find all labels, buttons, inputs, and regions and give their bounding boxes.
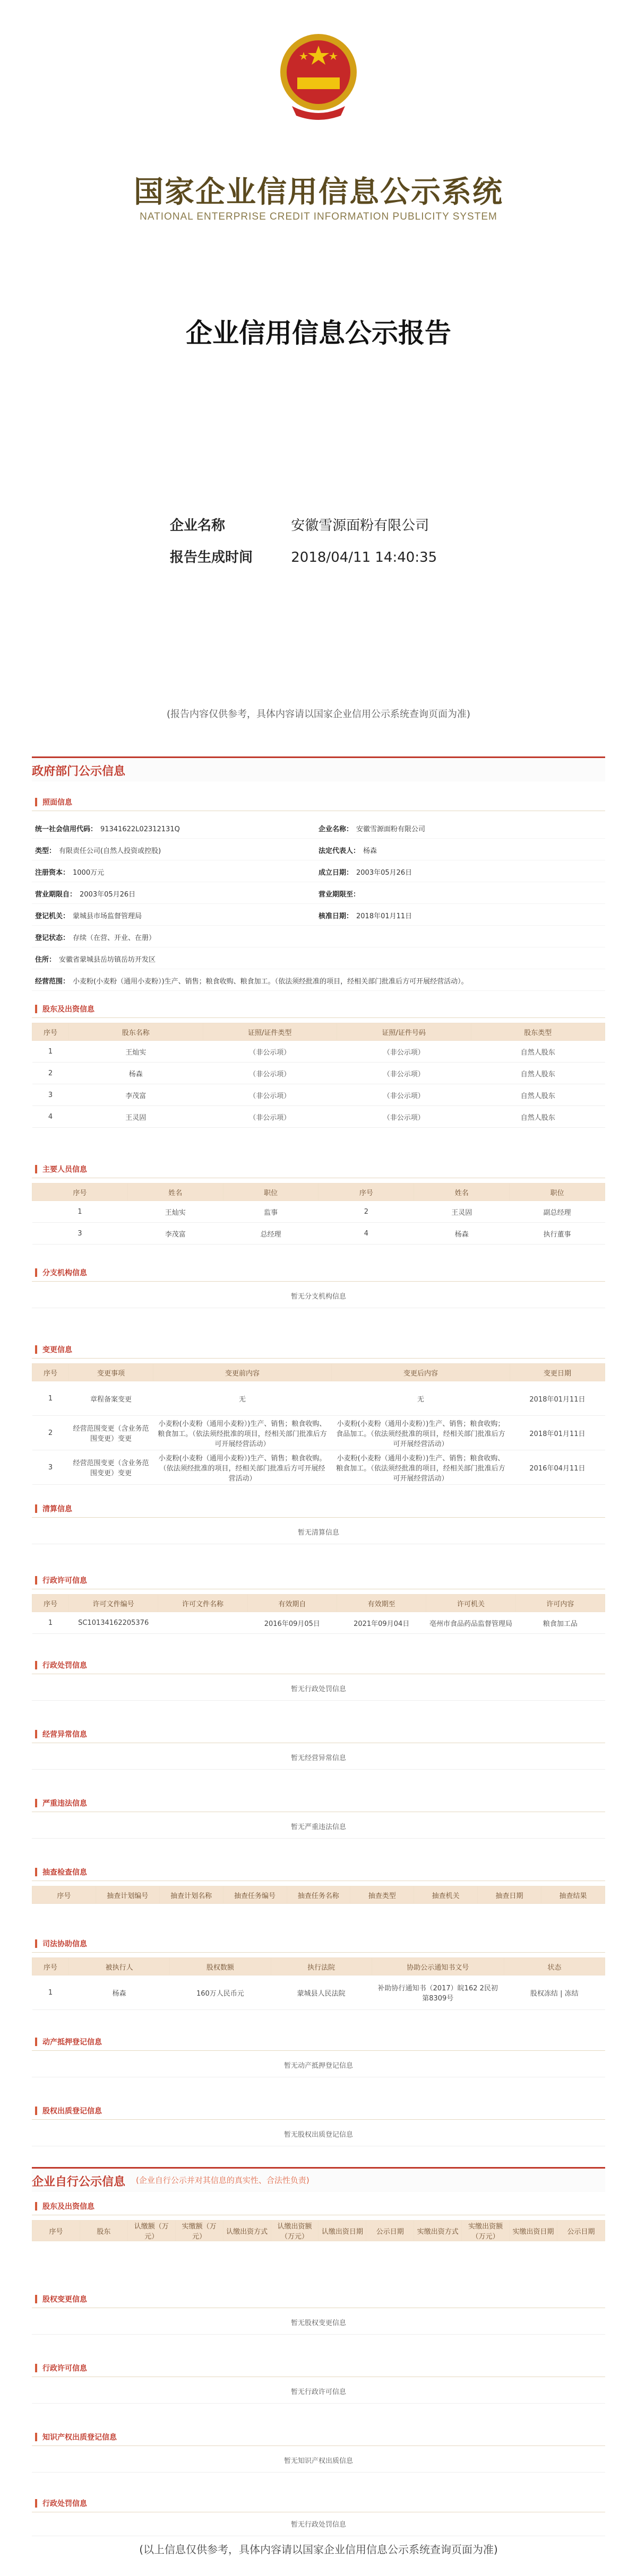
shareholders-subheader — [32, 1002, 605, 1018]
table-header-cell: 协助公示通知书文号 — [372, 1958, 504, 1975]
table-cell: （非公示项） — [337, 1106, 471, 1128]
basic-info-list — [32, 817, 605, 991]
table-header-cell: 实缴出资额（万元） — [462, 2221, 510, 2241]
table-cell: 1 — [32, 1612, 69, 1634]
table-cell: 小麦粉(小麦粉（通用小麦粉）)生产、销售；粮食收购。（依法须经批准的项目，经相关部门批准后方可开展经营活动） — [153, 1450, 332, 1485]
table-header-cell: 股东 — [80, 2221, 127, 2241]
table-header-cell: 抽查结果 — [541, 1886, 605, 1904]
field-label: 经营范围： — [35, 978, 70, 986]
table-cell: （非公示项） — [203, 1041, 337, 1063]
table-header-cell: 公示日期 — [366, 2221, 414, 2241]
field-value: 91341622L02312131Q — [100, 825, 180, 833]
table-cell: 补助协行通知书（2017）皖162 2民初第8309号 — [372, 1975, 504, 2010]
table-header-cell: 执行法院 — [271, 1958, 372, 1975]
table-header-cell: 许可文件名称 — [158, 1595, 247, 1612]
table-cell: 1 — [32, 1381, 69, 1416]
ip-empty: 暂无知识产权出质信息 — [32, 2451, 605, 2473]
self-section-note: (企业自行公示并对其信息的真实性、合法性负责) — [136, 2175, 309, 2185]
licenses-subheader — [32, 1573, 605, 1589]
table-cell: 自然人股东 — [471, 1106, 605, 1128]
table-cell: 自然人股东 — [471, 1063, 605, 1084]
table-cell: 监事 — [223, 1201, 318, 1223]
table-cell: 1 — [32, 1041, 69, 1063]
abnormal-subheader — [32, 1727, 605, 1743]
field-value: 2003年05月26日 — [356, 869, 412, 877]
field-label: 核准日期： — [318, 912, 354, 920]
self-punish-subheader — [32, 2496, 605, 2512]
self-punish-empty: 暂无行政处罚信息 — [32, 2514, 605, 2536]
table-row — [32, 1975, 605, 2010]
basic-row — [32, 882, 605, 904]
mortgage-empty: 暂无动产抵押登记信息 — [32, 2056, 605, 2077]
table-header-cell: 序号 — [32, 1183, 128, 1201]
table-cell: 2 — [32, 1063, 69, 1084]
abnormal-title: 经营异常信息 — [42, 1730, 87, 1739]
shareholders-title: 股东及出资信息 — [42, 1005, 94, 1014]
field — [318, 867, 412, 877]
table-row — [32, 1106, 605, 1128]
field-value: 安徽省蒙城县岳坊镇岳坊开发区 — [59, 956, 156, 964]
field-label: 法定代表人： — [318, 847, 360, 855]
personnel-subheader — [32, 1162, 605, 1178]
field — [318, 845, 377, 855]
inspections-table — [32, 1886, 605, 1904]
basic-info-subheader — [32, 795, 605, 811]
table-cell: 杨森 — [414, 1223, 510, 1245]
field — [35, 889, 135, 899]
table-cell: 3 — [32, 1223, 128, 1245]
branches-title: 分支机构信息 — [42, 1269, 87, 1277]
basic-info-title: 照面信息 — [42, 798, 72, 807]
report-time-row — [170, 546, 437, 566]
field-value: 2003年05月26日 — [80, 891, 136, 899]
self-punish-title: 行政处罚信息 — [42, 2500, 87, 2508]
table-header-cell: 序号 — [32, 2221, 80, 2241]
table-header-cell: 有效期至 — [337, 1595, 426, 1612]
field-value: 杨森 — [363, 847, 377, 855]
table-cell: 小麦粉(小麦粉（通用小麦粉）)生产、销售；粮食收购、粮食加工。（依法须经批准的项目，经相关部门批准后方可开展经营活动） — [153, 1416, 332, 1450]
table-header-row — [32, 2221, 605, 2241]
table-header-row — [32, 1958, 605, 1975]
branches-subheader — [32, 1265, 605, 1282]
table-cell: 2016年09月05日 — [247, 1612, 337, 1634]
table-cell: 2 — [32, 1416, 69, 1450]
licenses-table — [32, 1594, 605, 1634]
table-cell: 经营范围变更（含业务范围变更）变更 — [69, 1450, 153, 1485]
table-cell: 1 — [32, 1201, 128, 1223]
basic-row — [32, 839, 605, 860]
shareholders-table — [32, 1023, 605, 1128]
inspections-title: 抽查检查信息 — [42, 1868, 87, 1877]
system-subtitle: NATIONAL ENTERPRISE CREDIT INFORMATION PUBLICITY SYSTEM — [140, 211, 497, 222]
table-row — [32, 1084, 605, 1106]
table-cell: （非公示项） — [203, 1084, 337, 1106]
table-header-cell: 股权数额 — [170, 1958, 271, 1975]
table-cell: 小麦粉(小麦粉（通用小麦粉）)生产、销售；粮食收购；食品加工。（依法须经批准的项目，经相关部门批准后方可开展经营活动） — [332, 1416, 510, 1450]
table-row — [32, 1201, 605, 1223]
capital-title: 股东及出资信息 — [42, 2203, 94, 2211]
table-cell: 2018年01月11日 — [510, 1381, 605, 1416]
field-label: 登记机关： — [35, 912, 70, 920]
liquidation-title: 清算信息 — [42, 1505, 72, 1513]
table-cell: 经营范围变更（含业务范围变更）变更 — [69, 1416, 153, 1450]
ip-title: 知识产权出质登记信息 — [42, 2433, 117, 2442]
equity-change-empty: 暂无股权变更信息 — [32, 2313, 605, 2335]
changes-table — [32, 1363, 605, 1485]
field-value: 1000万元 — [73, 869, 105, 877]
basic-row — [32, 904, 605, 926]
table-header-cell: 序号 — [318, 1183, 414, 1201]
gov-section-header — [32, 756, 605, 781]
table-header-cell: 变更日期 — [510, 1364, 605, 1381]
table-cell: 4 — [32, 1106, 69, 1128]
field — [318, 910, 412, 920]
self-section-header — [32, 2167, 605, 2192]
table-cell: SC10134162205376 — [69, 1612, 158, 1634]
table-header-cell: 序号 — [32, 1595, 69, 1612]
table-header-cell: 认缴出资日期 — [318, 2221, 366, 2241]
national-emblem-icon — [271, 27, 366, 122]
equity-change-title: 股权变更信息 — [42, 2295, 87, 2304]
mortgage-title: 动产抵押登记信息 — [42, 2038, 102, 2047]
table-cell: 2016年04月11日 — [510, 1450, 605, 1485]
table-header-cell: 许可内容 — [515, 1595, 605, 1612]
illegal-subheader — [32, 1796, 605, 1812]
table-cell: （非公示项） — [337, 1063, 471, 1084]
table-header-cell: 股东名称 — [69, 1023, 203, 1041]
table-cell: 杨森 — [69, 1975, 170, 2010]
table-header-cell: 证照/证件号码 — [337, 1023, 471, 1041]
table-cell: 王灵固 — [414, 1201, 510, 1223]
table-header-cell: 抽查计划名称 — [159, 1886, 223, 1904]
company-name-label: 企业名称 — [170, 518, 226, 534]
table-header-cell: 职位 — [223, 1183, 318, 1201]
table-header-cell: 公示日期 — [557, 2221, 605, 2241]
table-cell: （非公示项） — [337, 1084, 471, 1106]
company-name-value: 安徽雪源面粉有限公司 — [291, 518, 429, 534]
basic-row — [32, 926, 605, 947]
penalties-title: 行政处罚信息 — [42, 1661, 87, 1670]
pledge-empty: 暂无股权出质登记信息 — [32, 2125, 605, 2146]
table-header-cell: 证照/证件类型 — [203, 1023, 337, 1041]
basic-row — [32, 860, 605, 882]
report-time-label: 报告生成时间 — [170, 550, 253, 565]
penalties-subheader — [32, 1658, 605, 1674]
field — [35, 823, 180, 833]
basic-row — [32, 817, 605, 839]
table-cell: 160万人民币元 — [170, 1975, 271, 2010]
table-cell: 无 — [153, 1381, 332, 1416]
table-header-cell: 实缴出资方式 — [414, 2221, 462, 2241]
table-cell: 自然人股东 — [471, 1084, 605, 1106]
table-header-row — [32, 1595, 605, 1612]
table-row — [32, 1223, 605, 1245]
table-header-cell: 变更后内容 — [332, 1364, 510, 1381]
ip-subheader — [32, 2430, 605, 2446]
table-header-cell: 状态 — [504, 1958, 605, 1975]
field-label: 注册资本： — [35, 869, 70, 877]
table-header-row — [32, 1183, 605, 1201]
field — [35, 954, 156, 964]
field-value: 蒙城县市场监督管理局 — [73, 912, 142, 920]
field-label: 登记状态： — [35, 934, 70, 942]
table-header-cell: 姓名 — [127, 1183, 223, 1201]
table-cell: 李茂富 — [69, 1084, 203, 1106]
table-cell: 4 — [318, 1223, 414, 1245]
table-header-cell: 抽查类型 — [350, 1886, 414, 1904]
table-cell: 总经理 — [223, 1223, 318, 1245]
inspections-subheader — [32, 1865, 605, 1881]
table-header-cell: 认缴出资额（万元） — [271, 2221, 318, 2241]
judicial-title: 司法协助信息 — [42, 1940, 87, 1948]
table-header-cell: 序号 — [32, 1364, 69, 1381]
field-value: 存续（在营、开业、在册） — [73, 934, 156, 942]
table-cell: 无 — [332, 1381, 510, 1416]
table-row — [32, 1063, 605, 1084]
table-cell: 杨森 — [69, 1063, 203, 1084]
table-row — [32, 1041, 605, 1063]
illegal-title: 严重违法信息 — [42, 1799, 87, 1808]
table-cell: 亳州市食品药品监督管理局 — [426, 1612, 515, 1634]
changes-subheader — [32, 1342, 605, 1359]
table-row — [32, 1450, 605, 1485]
liquidation-empty: 暂无清算信息 — [32, 1522, 605, 1544]
field — [35, 867, 104, 877]
field — [318, 889, 363, 899]
notice-top: (报告内容仅供参考，具体内容请以国家企业信用公示系统查询页面为准) — [166, 709, 471, 720]
self-license-title: 行政许可信息 — [42, 2364, 87, 2373]
table-cell: 蒙城县人民法院 — [271, 1975, 372, 2010]
table-cell: （非公示项） — [337, 1041, 471, 1063]
table-cell — [158, 1612, 247, 1634]
table-cell: 3 — [32, 1084, 69, 1106]
table-cell: 李茂富 — [127, 1223, 223, 1245]
table-cell: 2 — [318, 1201, 414, 1223]
field-label: 成立日期： — [318, 869, 354, 877]
table-cell: 1 — [32, 1975, 69, 2010]
table-header-cell: 变更事项 — [69, 1364, 153, 1381]
field — [35, 845, 161, 855]
table-header-cell: 被执行人 — [69, 1958, 170, 1975]
judicial-subheader — [32, 1936, 605, 1953]
table-cell: 章程备案变更 — [69, 1381, 153, 1416]
table-header-cell: 抽查任务编号 — [223, 1886, 287, 1904]
liquidation-subheader — [32, 1501, 605, 1518]
self-license-subheader — [32, 2361, 605, 2377]
field-label: 企业名称： — [318, 825, 354, 833]
basic-row — [32, 969, 605, 991]
table-cell: 王灿实 — [127, 1201, 223, 1223]
table-header-cell: 变更前内容 — [153, 1364, 332, 1381]
table-cell: 2018年01月11日 — [510, 1416, 605, 1450]
penalties-empty: 暂无行政处罚信息 — [32, 1679, 605, 1701]
licenses-title: 行政许可信息 — [42, 1577, 87, 1585]
field-label: 统一社会信用代码： — [35, 825, 98, 833]
field — [35, 976, 603, 986]
table-header-cell: 抽查任务名称 — [287, 1886, 350, 1904]
field-label: 营业期限至： — [318, 891, 360, 899]
personnel-table — [32, 1183, 605, 1245]
field-value: 2018年01月11日 — [356, 912, 412, 920]
table-header-cell: 有效期自 — [247, 1595, 337, 1612]
judicial-table — [32, 1957, 605, 2010]
notice-bottom: (以上信息仅供参考，具体内容请以国家企业信用信息公示系统查询页面为准) — [139, 2543, 498, 2556]
table-cell: 小麦粉(小麦粉（通用小麦粉）)生产、销售；粮食收购、粮食加工。（依法须经批准的项目，经相关部门批准后方可开展经营活动） — [332, 1450, 510, 1485]
personnel-title: 主要人员信息 — [42, 1165, 87, 1174]
report-title: 企业信用信息公示报告 — [186, 318, 451, 349]
illegal-empty: 暂无严重违法信息 — [32, 1817, 605, 1839]
field-value: 有限责任公司(自然人投资或控股) — [59, 847, 161, 855]
table-cell: 3 — [32, 1450, 69, 1485]
field-label: 类型： — [35, 847, 56, 855]
table-cell: （非公示项） — [203, 1106, 337, 1128]
table-header-row — [32, 1364, 605, 1381]
field-label: 营业期限自： — [35, 891, 77, 899]
self-license-empty: 暂无行政许可信息 — [32, 2382, 605, 2404]
table-cell: 执行董事 — [510, 1223, 605, 1245]
table-header-cell: 许可机关 — [426, 1595, 515, 1612]
basic-row — [32, 947, 605, 969]
table-cell: 粮食加工品 — [515, 1612, 605, 1634]
table-header-cell: 序号 — [32, 1886, 96, 1904]
table-row — [32, 1381, 605, 1416]
table-header-cell: 序号 — [32, 1023, 69, 1041]
abnormal-empty: 暂无经营异常信息 — [32, 1748, 605, 1770]
table-cell: （非公示项） — [203, 1063, 337, 1084]
table-header-row — [32, 1023, 605, 1041]
pledge-subheader — [32, 2103, 605, 2120]
system-title: 国家企业信用信息公示系统 — [134, 175, 503, 210]
table-cell: 股权冻结 | 冻结 — [504, 1975, 605, 2010]
table-header-cell: 认缴出资方式 — [223, 2221, 271, 2241]
report-time-value: 2018/04/11 14:40:35 — [291, 550, 437, 565]
field-value: 小麦粉(小麦粉（通用小麦粉）)生产、销售；粮食收购、粮食加工。（依法须经批准的项目，经相关部门批准后方可开展经营活动）。 — [73, 978, 468, 986]
company-name-row — [170, 515, 429, 534]
table-cell: 自然人股东 — [471, 1041, 605, 1063]
table-header-cell: 抽查计划编号 — [96, 1886, 159, 1904]
capital-table — [32, 2220, 605, 2241]
table-row — [32, 1612, 605, 1634]
field — [318, 823, 425, 833]
gov-section-title: 政府部门公示信息 — [32, 765, 126, 778]
table-cell: 王灵固 — [69, 1106, 203, 1128]
table-header-cell: 姓名 — [414, 1183, 510, 1201]
pledge-title: 股权出质登记信息 — [42, 2107, 102, 2116]
table-header-cell: 股东类型 — [471, 1023, 605, 1041]
table-row — [32, 1416, 605, 1450]
field-value: 安徽雪源面粉有限公司 — [356, 825, 426, 833]
table-cell: 2021年09月04日 — [337, 1612, 426, 1634]
table-header-cell: 许可文件编号 — [69, 1595, 158, 1612]
field — [35, 932, 156, 942]
field — [35, 910, 142, 920]
self-section-title: 企业自行公示信息 — [32, 2175, 126, 2189]
table-cell: 副总经理 — [510, 1201, 605, 1223]
table-header-row — [32, 1886, 605, 1904]
mortgage-subheader — [32, 2034, 605, 2051]
table-header-cell: 实缴出资日期 — [510, 2221, 557, 2241]
equity-change-subheader — [32, 2292, 605, 2308]
table-header-cell: 实缴额（万元） — [175, 2221, 223, 2241]
table-header-cell: 抽查机关 — [414, 1886, 478, 1904]
table-header-cell: 抽查日期 — [478, 1886, 541, 1904]
changes-title: 变更信息 — [42, 1346, 72, 1354]
capital-subheader — [32, 2199, 605, 2215]
table-header-cell: 职位 — [510, 1183, 605, 1201]
table-cell: 王灿实 — [69, 1041, 203, 1063]
field-label: 住所： — [35, 956, 56, 964]
branches-empty: 暂无分支机构信息 — [32, 1286, 605, 1308]
table-header-cell: 认缴额（万元） — [127, 2221, 175, 2241]
table-header-cell: 序号 — [32, 1958, 69, 1975]
